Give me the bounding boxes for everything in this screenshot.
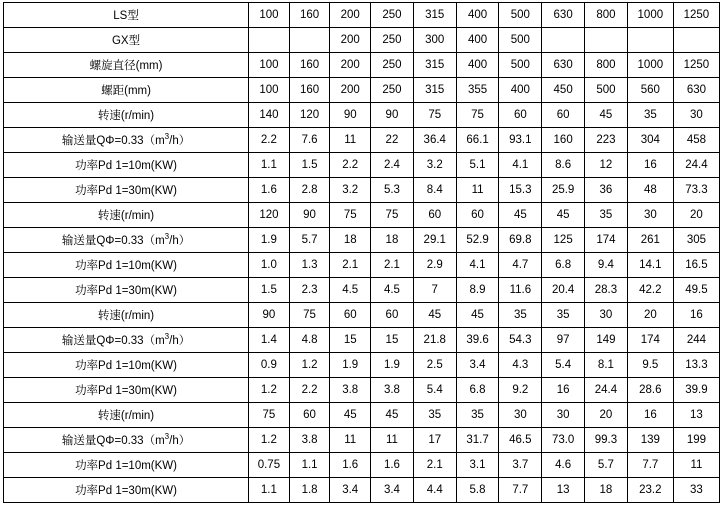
table-cell: 14.1 bbox=[627, 253, 673, 278]
table-cell: 5.7 bbox=[289, 228, 330, 253]
table-cell: 200 bbox=[330, 53, 371, 78]
table-cell: 149 bbox=[585, 328, 628, 353]
table-cell: 54.3 bbox=[499, 328, 542, 353]
table-cell: 45 bbox=[499, 203, 542, 228]
table-cell: 1250 bbox=[673, 3, 719, 28]
table-cell: 250 bbox=[371, 78, 414, 103]
table-cell: 1.5 bbox=[289, 153, 330, 178]
table-cell: 250 bbox=[371, 28, 414, 53]
table-cell: 4.4 bbox=[413, 478, 456, 503]
table-cell: 200 bbox=[330, 78, 371, 103]
table-cell: 5.1 bbox=[456, 153, 499, 178]
table-cell: 1000 bbox=[627, 3, 673, 28]
table-row bbox=[4, 103, 720, 128]
table-cell: 46.5 bbox=[499, 428, 542, 453]
table-cell: 6.8 bbox=[542, 253, 585, 278]
table-cell: 16 bbox=[673, 303, 719, 328]
table-cell: 2.2 bbox=[289, 378, 330, 403]
table-cell: 1.2 bbox=[289, 353, 330, 378]
table-cell: 75 bbox=[330, 203, 371, 228]
table-cell: 22 bbox=[371, 128, 414, 153]
screw-conveyor-spec-table bbox=[3, 2, 720, 503]
row-label: 螺距(mm) bbox=[4, 78, 249, 103]
table-cell: 31.7 bbox=[456, 428, 499, 453]
table-cell: 60 bbox=[289, 403, 330, 428]
table-cell: 13.3 bbox=[673, 353, 719, 378]
table-cell: 120 bbox=[249, 203, 290, 228]
table-cell: 300 bbox=[413, 28, 456, 53]
table-cell: 7.7 bbox=[627, 453, 673, 478]
table-cell: 1.0 bbox=[249, 253, 290, 278]
table-cell: 21.8 bbox=[413, 328, 456, 353]
table-cell: 45 bbox=[456, 303, 499, 328]
table-cell: 160 bbox=[289, 78, 330, 103]
table-cell: 11 bbox=[371, 428, 414, 453]
table-cell: 3.8 bbox=[289, 428, 330, 453]
table-cell: 35 bbox=[542, 303, 585, 328]
row-label: 功率Pd 1=30m(KW) bbox=[4, 178, 249, 203]
table-cell: 12 bbox=[585, 153, 628, 178]
table-cell: 13 bbox=[542, 478, 585, 503]
table-cell: 1.1 bbox=[249, 153, 290, 178]
table-cell: 1.2 bbox=[249, 378, 290, 403]
table-cell: 1.6 bbox=[330, 453, 371, 478]
table-cell: 1.4 bbox=[249, 328, 290, 353]
table-cell: 1.1 bbox=[289, 453, 330, 478]
table-cell: 160 bbox=[289, 53, 330, 78]
table-cell: 20.4 bbox=[542, 278, 585, 303]
table-cell: 174 bbox=[627, 328, 673, 353]
table-cell: 261 bbox=[627, 228, 673, 253]
table-cell: 400 bbox=[499, 78, 542, 103]
table-row bbox=[4, 453, 720, 478]
table-cell: 18 bbox=[585, 478, 628, 503]
table-cell: 1.9 bbox=[249, 228, 290, 253]
table-row bbox=[4, 378, 720, 403]
table-cell: 69.8 bbox=[499, 228, 542, 253]
table-cell: 200 bbox=[330, 28, 371, 53]
table-cell: 7.7 bbox=[499, 478, 542, 503]
table-cell: 400 bbox=[456, 53, 499, 78]
row-label: GX型 bbox=[4, 28, 249, 53]
row-label: 螺旋直径(mm) bbox=[4, 53, 249, 78]
table-cell: 24.4 bbox=[585, 378, 628, 403]
table-cell: 90 bbox=[330, 103, 371, 128]
table-cell: 45 bbox=[371, 403, 414, 428]
table-cell: 36.4 bbox=[413, 128, 456, 153]
table-cell: 0.9 bbox=[249, 353, 290, 378]
table-cell: 1.8 bbox=[289, 478, 330, 503]
table-cell: 7.6 bbox=[289, 128, 330, 153]
table-cell: 174 bbox=[585, 228, 628, 253]
table-cell: 28.3 bbox=[585, 278, 628, 303]
table-cell: 45 bbox=[585, 103, 628, 128]
table-cell: 11 bbox=[330, 128, 371, 153]
table-cell: 1.5 bbox=[249, 278, 290, 303]
table-cell: 1.9 bbox=[371, 353, 414, 378]
table-cell: 6.8 bbox=[456, 378, 499, 403]
table-cell-empty bbox=[289, 28, 330, 53]
table-cell: 15 bbox=[371, 328, 414, 353]
table-cell: 30 bbox=[542, 403, 585, 428]
table-row bbox=[4, 53, 720, 78]
table-row bbox=[4, 128, 720, 153]
table-cell: 35 bbox=[499, 303, 542, 328]
table-cell: 3.4 bbox=[456, 353, 499, 378]
table-cell: 20 bbox=[627, 303, 673, 328]
table-cell: 304 bbox=[627, 128, 673, 153]
table-cell: 1.3 bbox=[289, 253, 330, 278]
table-cell: 1250 bbox=[673, 53, 719, 78]
table-cell: 11 bbox=[456, 178, 499, 203]
table-cell: 8.4 bbox=[413, 178, 456, 203]
row-label: 转速(r/min) bbox=[4, 203, 249, 228]
table-cell: 400 bbox=[456, 28, 499, 53]
table-cell: 30 bbox=[585, 303, 628, 328]
table-cell: 160 bbox=[289, 3, 330, 28]
table-cell: 9.5 bbox=[627, 353, 673, 378]
table-cell: 9.2 bbox=[499, 378, 542, 403]
table-cell: 8.1 bbox=[585, 353, 628, 378]
table-cell: 5.4 bbox=[542, 353, 585, 378]
row-label: 输送量$Q\Phi=0.33(m^3/h)$ bbox=[4, 328, 249, 353]
table-cell: 73.3 bbox=[673, 178, 719, 203]
table-cell: 4.3 bbox=[499, 353, 542, 378]
table-cell: 35 bbox=[413, 403, 456, 428]
table-cell: 1000 bbox=[627, 53, 673, 78]
row-label: 输送量$Q\Phi=0.33(m^3/h)$ bbox=[4, 128, 249, 153]
table-row bbox=[4, 153, 720, 178]
table-cell: 200 bbox=[330, 3, 371, 28]
table-row bbox=[4, 478, 720, 503]
row-label: 转速(r/min) bbox=[4, 303, 249, 328]
table-cell: 39.9 bbox=[673, 378, 719, 403]
table-cell: 45 bbox=[330, 403, 371, 428]
table-cell: 11 bbox=[330, 428, 371, 453]
table-cell: 199 bbox=[673, 428, 719, 453]
table-cell-empty bbox=[585, 28, 628, 53]
table-cell: 35 bbox=[456, 403, 499, 428]
table-cell: 17 bbox=[413, 428, 456, 453]
table-row bbox=[4, 328, 720, 353]
table-cell: 3.4 bbox=[330, 478, 371, 503]
table-row bbox=[4, 3, 720, 28]
table-cell: 2.2 bbox=[330, 153, 371, 178]
table-cell: 16 bbox=[627, 403, 673, 428]
table-cell: 1.6 bbox=[249, 178, 290, 203]
table-cell: 5.8 bbox=[456, 478, 499, 503]
table-cell: 5.7 bbox=[585, 453, 628, 478]
table-cell: 800 bbox=[585, 53, 628, 78]
table-cell: 8.9 bbox=[456, 278, 499, 303]
table-cell: 36 bbox=[585, 178, 628, 203]
table-cell: 0.75 bbox=[249, 453, 290, 478]
table-cell: 97 bbox=[542, 328, 585, 353]
table-cell: 33 bbox=[673, 478, 719, 503]
row-label: 功率Pd 1=10m(KW) bbox=[4, 453, 249, 478]
table-cell: 140 bbox=[249, 103, 290, 128]
table-cell: 3.7 bbox=[499, 453, 542, 478]
table-cell: 400 bbox=[456, 3, 499, 28]
table-cell: 1.2 bbox=[249, 428, 290, 453]
row-label: 功率Pd 1=30m(KW) bbox=[4, 278, 249, 303]
table-cell: 99.3 bbox=[585, 428, 628, 453]
table-cell: 30 bbox=[499, 403, 542, 428]
table-cell: 2.9 bbox=[413, 253, 456, 278]
table-row bbox=[4, 353, 720, 378]
table-cell: 16.5 bbox=[673, 253, 719, 278]
table-cell: 244 bbox=[673, 328, 719, 353]
table-cell: 45 bbox=[542, 203, 585, 228]
table-cell: 75 bbox=[249, 403, 290, 428]
table-cell: 60 bbox=[330, 303, 371, 328]
table-cell: 500 bbox=[499, 28, 542, 53]
table-body bbox=[4, 3, 720, 503]
table-cell: 20 bbox=[673, 203, 719, 228]
table-cell: 630 bbox=[542, 53, 585, 78]
table-cell: 3.2 bbox=[330, 178, 371, 203]
row-label: 功率Pd 1=10m(KW) bbox=[4, 253, 249, 278]
table-cell: 1.1 bbox=[249, 478, 290, 503]
table-cell: 3.2 bbox=[413, 153, 456, 178]
table-cell: 2.4 bbox=[371, 153, 414, 178]
table-cell: 2.3 bbox=[289, 278, 330, 303]
table-cell: 4.5 bbox=[371, 278, 414, 303]
table-row bbox=[4, 278, 720, 303]
table-cell: 100 bbox=[249, 53, 290, 78]
table-cell: 355 bbox=[456, 78, 499, 103]
table-cell: 60 bbox=[542, 103, 585, 128]
table-cell-empty bbox=[249, 28, 290, 53]
table-cell: 4.6 bbox=[542, 453, 585, 478]
table-cell: 3.8 bbox=[371, 378, 414, 403]
table-cell: 18 bbox=[330, 228, 371, 253]
table-cell: 2.1 bbox=[371, 253, 414, 278]
table-cell: 13 bbox=[673, 403, 719, 428]
table-cell: 24.4 bbox=[673, 153, 719, 178]
table-cell: 630 bbox=[673, 78, 719, 103]
table-cell: 48 bbox=[627, 178, 673, 203]
table-cell: 29.1 bbox=[413, 228, 456, 253]
row-label: 功率Pd 1=30m(KW) bbox=[4, 478, 249, 503]
row-label: 输送量$Q\Phi=0.33(m^3/h)$ bbox=[4, 228, 249, 253]
table-cell: 250 bbox=[371, 3, 414, 28]
table-cell: 16 bbox=[542, 378, 585, 403]
row-label: 功率Pd 1=30m(KW) bbox=[4, 378, 249, 403]
table-cell-empty bbox=[542, 28, 585, 53]
table-cell: 500 bbox=[585, 78, 628, 103]
row-label: 输送量$Q\Phi=0.33(m^3/h)$ bbox=[4, 428, 249, 453]
table-cell: 9.4 bbox=[585, 253, 628, 278]
table-cell-empty bbox=[627, 28, 673, 53]
table-cell: 75 bbox=[371, 203, 414, 228]
table-cell: 73.0 bbox=[542, 428, 585, 453]
table-cell: 8.6 bbox=[542, 153, 585, 178]
table-cell: 3.1 bbox=[456, 453, 499, 478]
table-cell: 500 bbox=[499, 3, 542, 28]
table-cell: 15 bbox=[330, 328, 371, 353]
table-cell: 75 bbox=[413, 103, 456, 128]
table-cell: 500 bbox=[499, 53, 542, 78]
table-cell: 18 bbox=[371, 228, 414, 253]
table-cell: 60 bbox=[371, 303, 414, 328]
table-cell: 60 bbox=[413, 203, 456, 228]
row-label: 转速(r/min) bbox=[4, 403, 249, 428]
table-cell: 2.1 bbox=[413, 453, 456, 478]
row-label: 转速(r/min) bbox=[4, 103, 249, 128]
table-cell: 35 bbox=[585, 203, 628, 228]
table-row bbox=[4, 28, 720, 53]
table-cell: 93.1 bbox=[499, 128, 542, 153]
table-cell: 458 bbox=[673, 128, 719, 153]
table-cell: 39.6 bbox=[456, 328, 499, 353]
table-row bbox=[4, 303, 720, 328]
table-row bbox=[4, 403, 720, 428]
table-cell: 160 bbox=[542, 128, 585, 153]
row-label: 功率Pd 1=10m(KW) bbox=[4, 353, 249, 378]
table-cell: 3.4 bbox=[371, 478, 414, 503]
table-cell: 4.1 bbox=[499, 153, 542, 178]
table-cell: 20 bbox=[585, 403, 628, 428]
table-cell: 305 bbox=[673, 228, 719, 253]
table-cell: 11 bbox=[673, 453, 719, 478]
table-cell: 800 bbox=[585, 3, 628, 28]
table-cell: 7 bbox=[413, 278, 456, 303]
table-cell: 1.9 bbox=[330, 353, 371, 378]
table-cell: 35 bbox=[627, 103, 673, 128]
table-cell: 1.6 bbox=[371, 453, 414, 478]
table-cell: 60 bbox=[499, 103, 542, 128]
table-cell: 49.5 bbox=[673, 278, 719, 303]
table-cell: 2.5 bbox=[413, 353, 456, 378]
table-cell: 315 bbox=[413, 78, 456, 103]
table-cell: 75 bbox=[456, 103, 499, 128]
table-cell: 5.3 bbox=[371, 178, 414, 203]
table-row bbox=[4, 253, 720, 278]
table-cell: 250 bbox=[371, 53, 414, 78]
table-row bbox=[4, 78, 720, 103]
table-cell: 125 bbox=[542, 228, 585, 253]
table-row bbox=[4, 178, 720, 203]
table-cell: 315 bbox=[413, 53, 456, 78]
table-cell: 120 bbox=[289, 103, 330, 128]
table-row bbox=[4, 228, 720, 253]
table-cell: 100 bbox=[249, 3, 290, 28]
table-cell: 560 bbox=[627, 78, 673, 103]
table-cell: 16 bbox=[627, 153, 673, 178]
row-label: 功率Pd 1=10m(KW) bbox=[4, 153, 249, 178]
table-cell: 100 bbox=[249, 78, 290, 103]
table-cell: 45 bbox=[413, 303, 456, 328]
table-cell-empty bbox=[673, 28, 719, 53]
table-cell: 30 bbox=[673, 103, 719, 128]
table-cell: 90 bbox=[289, 203, 330, 228]
table-cell: 28.6 bbox=[627, 378, 673, 403]
table-cell: 3.8 bbox=[330, 378, 371, 403]
table-cell: 139 bbox=[627, 428, 673, 453]
table-cell: 30 bbox=[627, 203, 673, 228]
table-cell: 90 bbox=[371, 103, 414, 128]
table-cell: 450 bbox=[542, 78, 585, 103]
table-cell: 4.5 bbox=[330, 278, 371, 303]
table-cell: 223 bbox=[585, 128, 628, 153]
row-label: LS型 bbox=[4, 3, 249, 28]
table-row bbox=[4, 203, 720, 228]
table-cell: 66.1 bbox=[456, 128, 499, 153]
table-cell: 2.2 bbox=[249, 128, 290, 153]
table-cell: 15.3 bbox=[499, 178, 542, 203]
table-cell: 5.4 bbox=[413, 378, 456, 403]
table-cell: 60 bbox=[456, 203, 499, 228]
table-cell: 23.2 bbox=[627, 478, 673, 503]
table-cell: 4.1 bbox=[456, 253, 499, 278]
table-cell: 11.6 bbox=[499, 278, 542, 303]
table-cell: 90 bbox=[249, 303, 290, 328]
table-cell: 315 bbox=[413, 3, 456, 28]
table-cell: 2.8 bbox=[289, 178, 330, 203]
table-cell: 630 bbox=[542, 3, 585, 28]
table-cell: 52.9 bbox=[456, 228, 499, 253]
table-cell: 4.7 bbox=[499, 253, 542, 278]
table-row bbox=[4, 428, 720, 453]
table-cell: 75 bbox=[289, 303, 330, 328]
table-cell: 42.2 bbox=[627, 278, 673, 303]
table-cell: 2.1 bbox=[330, 253, 371, 278]
table-cell: 25.9 bbox=[542, 178, 585, 203]
table-cell: 4.8 bbox=[289, 328, 330, 353]
